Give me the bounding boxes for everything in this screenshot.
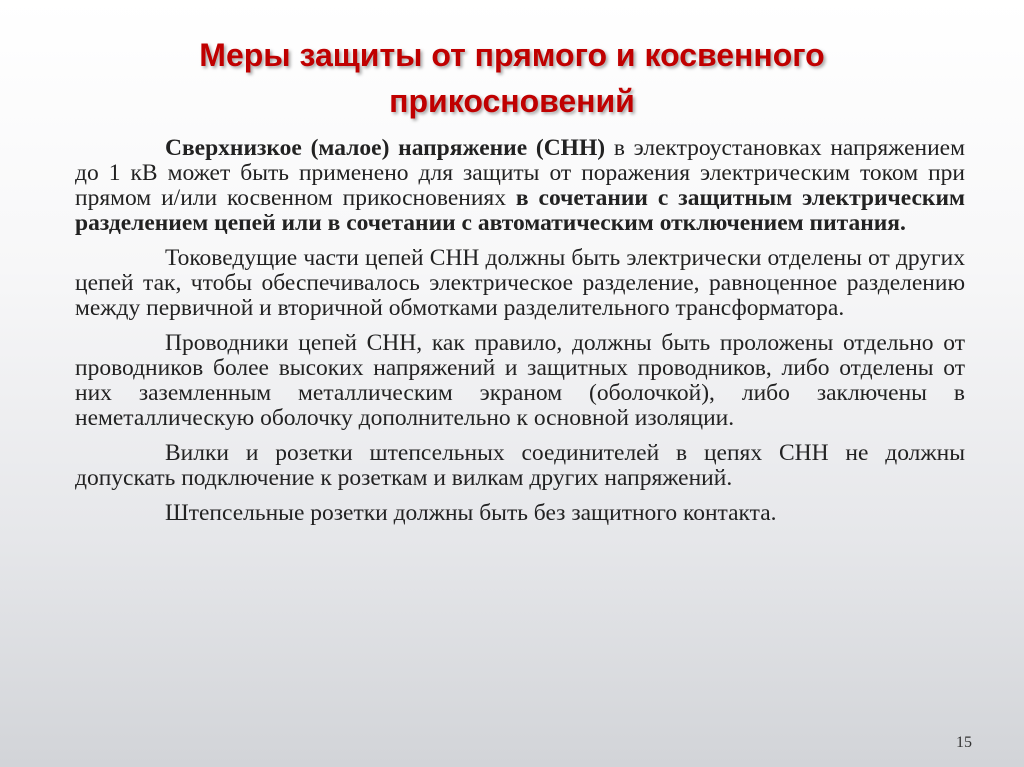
paragraph-conductors: Проводники цепей СНН, как правило, должны быть проложены отдельно от проводников более высоких напряжений и защитных проводников, либо отделены от них заземленным металлическим экраном (оболочкой), либо заключены в неметаллическую оболочку дополнительно к основной изоляции. bbox=[75, 330, 965, 431]
slide-title-line-1: Меры защиты от прямого и косвенного bbox=[199, 37, 825, 73]
paragraph-live-parts: Токоведущие части цепей СНН должны быть электрически отделены от других цепей так, чтобы обеспечивалось электрическое разделение, равноценное разделению между первичной и вторичной обмотками разделительного трансформатора. bbox=[75, 245, 965, 321]
paragraph-snn-text: в электроустановках напряжением до 1 кВ может быть применено для защиты от поражения электрическим током при прямом и/или косвенном прикосновениях bbox=[75, 135, 965, 211]
paragraph-snn-bold-tail: в сочетании с защитным электрическим разделением цепей или в сочетании с автоматическим отключением питания. bbox=[75, 185, 965, 236]
paragraph-plugs-sockets: Вилки и розетки штепсельных соединителей в цепях СНН не должны допускать подключение к розеткам и вилкам других напряжений. bbox=[75, 440, 965, 491]
slide-body bbox=[75, 136, 965, 536]
paragraph-snn-bold-lead: Сверхнизкое (малое) напряжение (СНН) bbox=[165, 135, 606, 161]
page-number: 15 bbox=[956, 734, 972, 751]
paragraph-sockets-no-contact: Штепсельные розетки должны быть без защитного контакта. bbox=[165, 500, 777, 526]
slide-title-line-2: прикосновений bbox=[389, 83, 635, 119]
slide-title bbox=[0, 32, 1024, 124]
paragraph-snn-definition bbox=[75, 136, 965, 236]
